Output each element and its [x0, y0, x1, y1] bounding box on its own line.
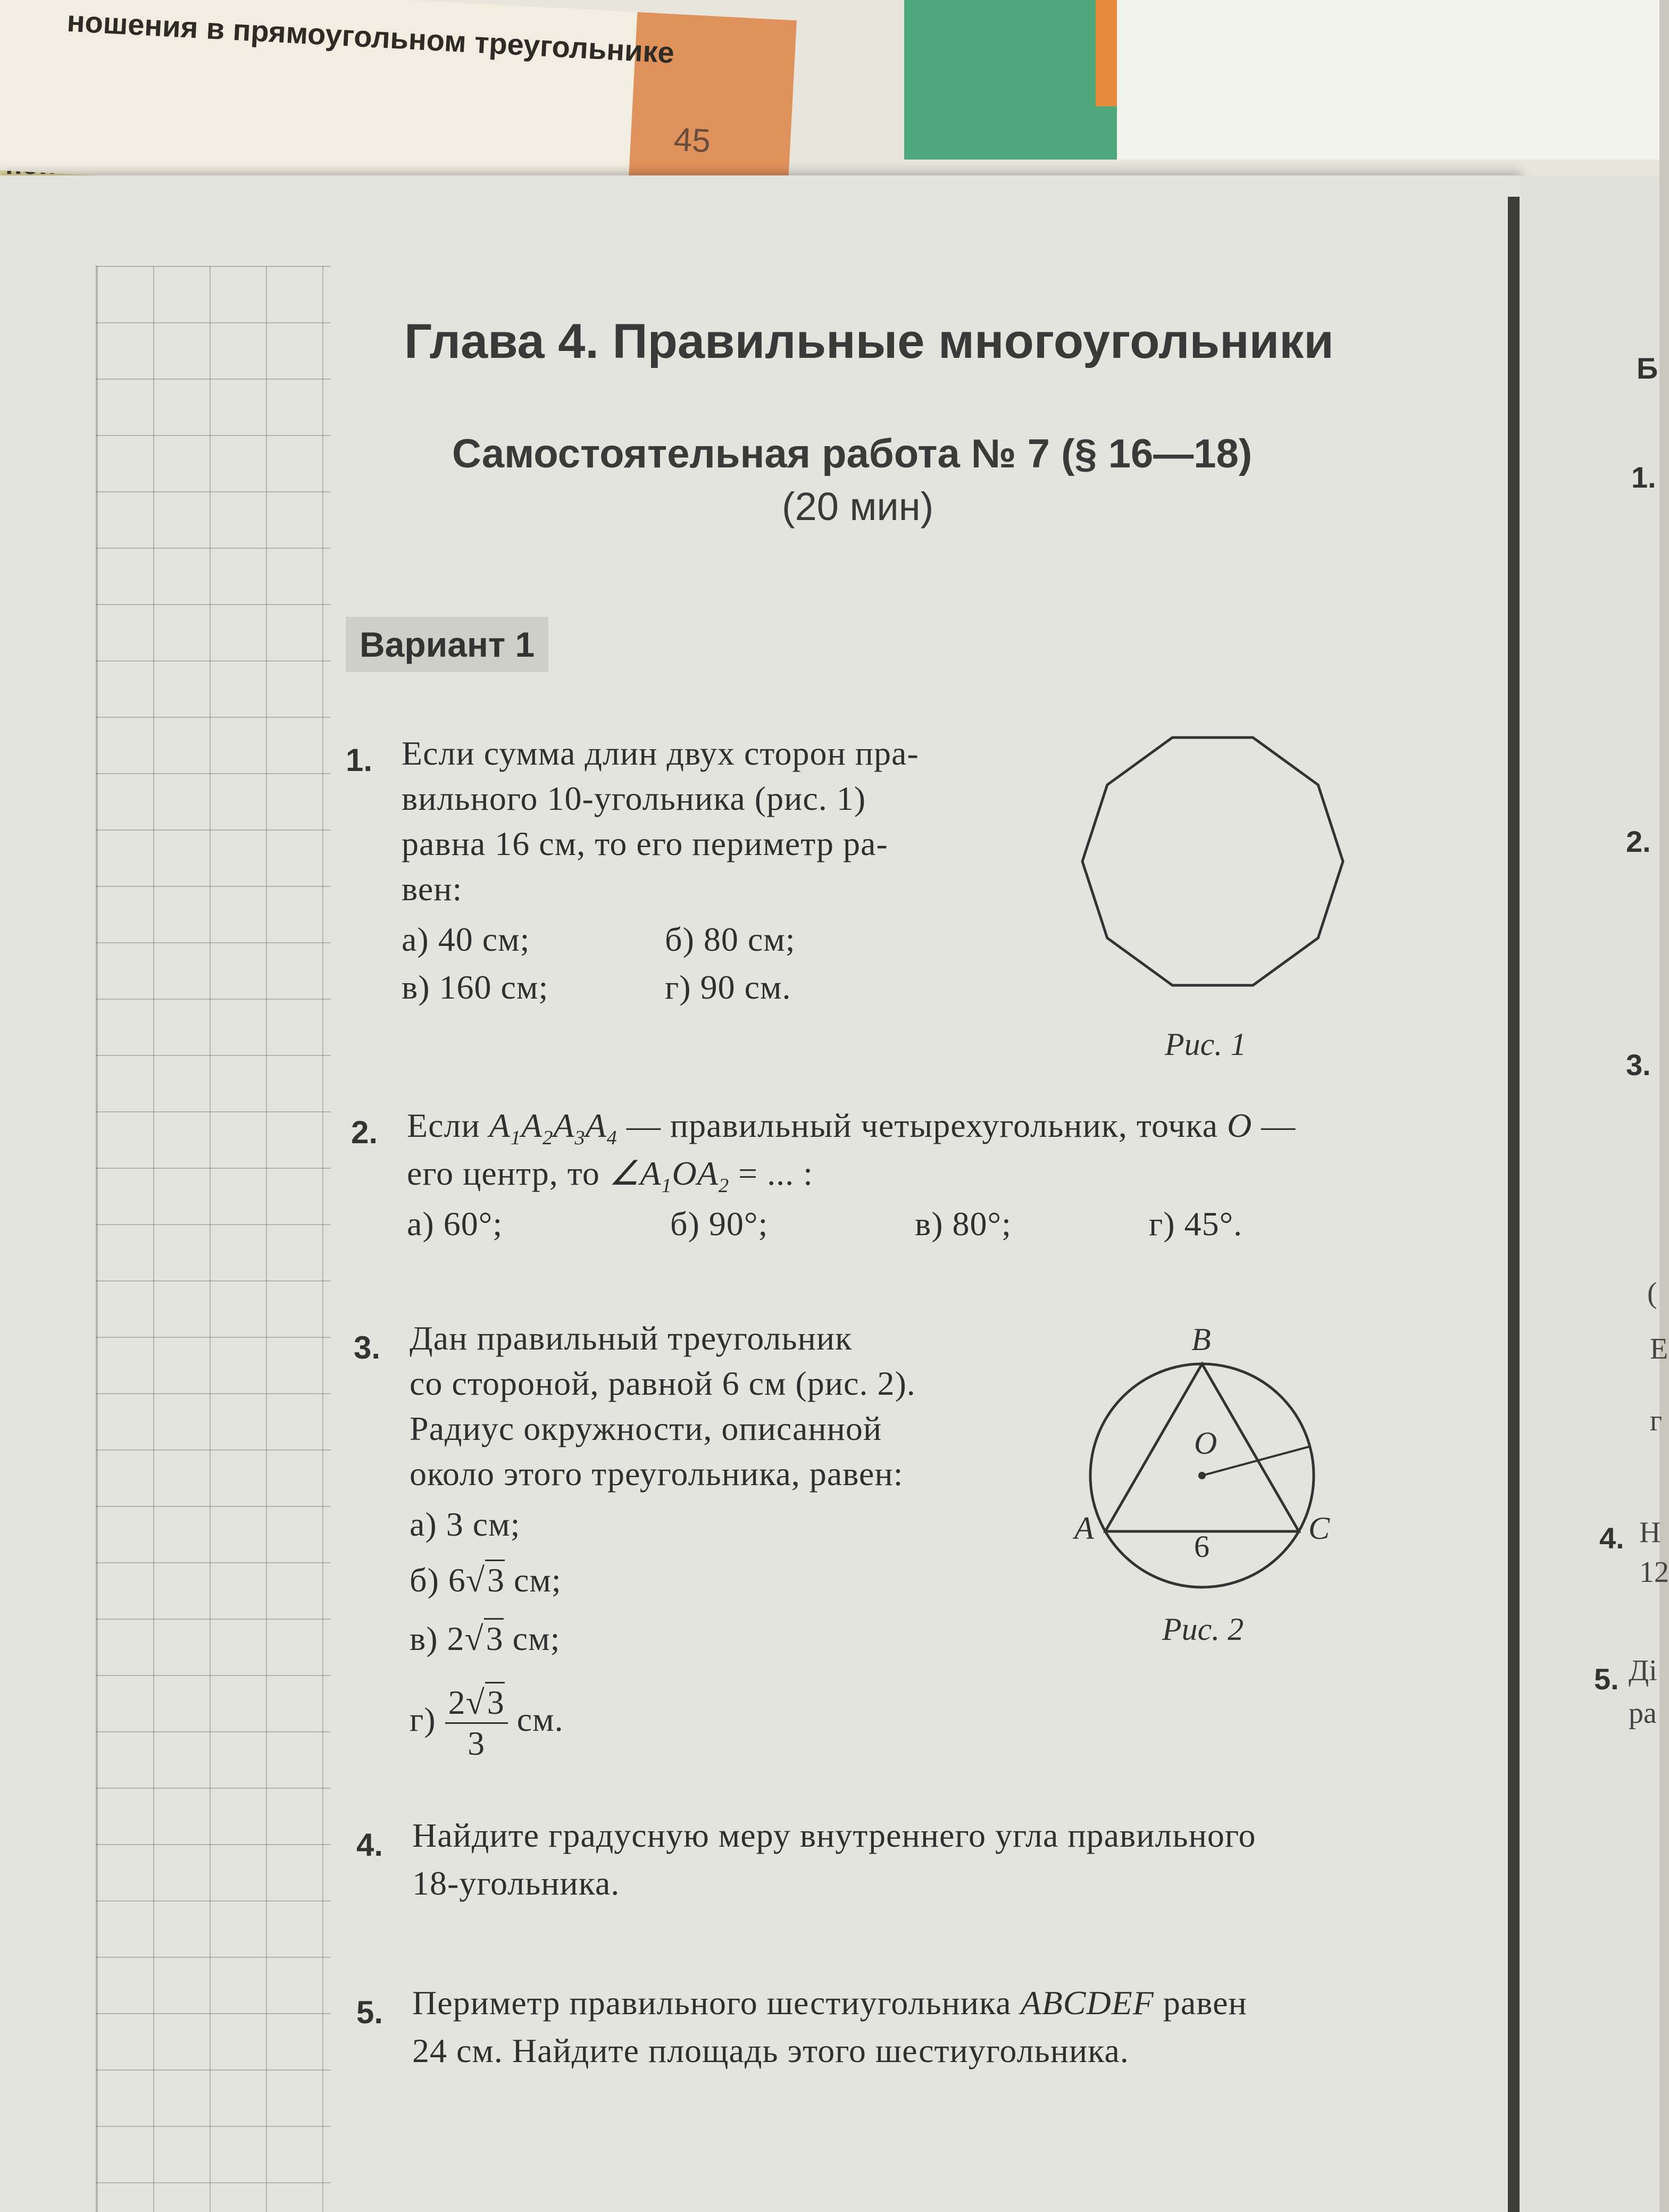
next-page-num-2: 2. — [1626, 825, 1651, 858]
option-c-prefix: в) 2 — [410, 1620, 465, 1657]
next-page-letter-g: г — [1650, 1404, 1662, 1437]
question-1-option-c: в) 160 см; — [402, 968, 549, 1006]
question-5-text: равен — [1154, 1984, 1247, 2022]
next-page-text-12: 12 — [1639, 1556, 1669, 1589]
question-5-line-2: 24 см. Найдите площадь этого шестиугольника. — [412, 2032, 1129, 2069]
question-5-number: 5. — [356, 1995, 383, 2030]
next-page-letter: Б — [1637, 351, 1658, 385]
question-3-number: 3. — [354, 1330, 381, 1365]
option-b-unit: см; — [505, 1561, 562, 1599]
question-1-number: 1. — [346, 742, 373, 778]
question-3-option-b: б) 6√3 см; — [410, 1561, 562, 1600]
background-green-book — [904, 0, 1128, 160]
option-d-prefix: г) — [410, 1700, 445, 1739]
question-4-number: 4. — [356, 1827, 383, 1863]
question-3-option-c: в) 2√3 см; — [410, 1619, 560, 1658]
figure-2-label-side: 6 — [1194, 1529, 1210, 1564]
question-2-line-2 — [407, 1154, 813, 1197]
question-1-option-b: б) 80 см; — [665, 920, 796, 958]
question-2-text: — правильный четырехугольник, точка — [617, 1107, 1228, 1144]
question-1-option-a: а) 40 см; — [402, 920, 530, 958]
question-2-line-1 — [407, 1106, 1296, 1150]
question-1-line-3: равна 16 см, то его периметр ра- — [402, 825, 888, 862]
variant-label: Вариант 1 — [346, 617, 548, 672]
time-limit: (20 мин) — [782, 484, 934, 529]
work-title: Самостоятельная работа № 7 (§ 16—18) — [452, 431, 1253, 476]
figure-2-label-o: O — [1194, 1426, 1217, 1461]
question-1-line-4: вен: — [402, 870, 463, 908]
next-page-letter-e: Е — [1650, 1333, 1668, 1365]
question-4-line-1: Найдите градусную меру внутреннего угла правильного — [412, 1816, 1256, 1854]
next-page-text-di: Ді — [1629, 1654, 1657, 1687]
question-3-line-1: Дан правильный треугольник — [410, 1319, 853, 1357]
option-d-unit: см. — [507, 1700, 564, 1739]
figure-2-label-b: B — [1191, 1322, 1211, 1357]
question-4-line-2: 18-угольника. — [412, 1864, 620, 1902]
option-d-fraction: $\frac{2√3}{3}$ — [445, 1683, 508, 1763]
margin-grid — [96, 266, 331, 2212]
radius-segment — [1202, 1446, 1311, 1476]
figure-1-caption: Рис. 1 — [1165, 1027, 1247, 1062]
question-2-text: = ... : — [729, 1154, 813, 1192]
question-3-line-4: около этого треугольника, равен: — [410, 1455, 904, 1493]
question-2-option-a: а) 60°; — [407, 1205, 503, 1243]
question-2-text: Если — [407, 1107, 489, 1144]
next-page-num-1: 1. — [1631, 460, 1656, 494]
center-point — [1198, 1472, 1206, 1479]
question-2-option-b: б) 90°; — [670, 1205, 769, 1243]
quadrilateral-name: $A_1A_2A_3A_4$ — [489, 1107, 617, 1149]
background-book-header: ношения в прямоугольном треугольнике — [66, 4, 675, 70]
question-3-line-3: Радиус окружности, описанной — [410, 1410, 882, 1447]
question-2-dash: — — [1252, 1107, 1296, 1144]
fraction-numerator-radicand: 3 — [485, 1682, 505, 1721]
next-page-text-ra: ра — [1629, 1697, 1657, 1730]
question-2-text: его центр, то — [407, 1154, 609, 1192]
question-5-text: Периметр правильного шестиугольника — [412, 1984, 1021, 2022]
question-1-line-1: Если сумма длин двух сторон пра- — [402, 734, 919, 772]
chapter-title: Глава 4. Правильные многоугольники — [404, 314, 1334, 368]
option-b-prefix: б) 6 — [410, 1561, 466, 1599]
fraction-numerator-coef: 2 — [448, 1683, 466, 1721]
question-2-number: 2. — [351, 1115, 378, 1150]
question-2-option-d: г) 45°. — [1149, 1205, 1243, 1243]
question-3-line-2: со стороной, равной 6 см (рис. 2). — [410, 1364, 916, 1402]
figure-1-decagon — [1074, 723, 1351, 1000]
next-page-paren: ( — [1647, 1277, 1657, 1310]
option-c-radicand: 3 — [484, 1618, 504, 1657]
next-page-edge — [1520, 175, 1669, 2212]
question-1-line-2: вильного 10-угольника (рис. 1) — [402, 780, 866, 817]
figure-2-caption: Рис. 2 — [1162, 1612, 1244, 1647]
question-2-option-c: в) 80°; — [915, 1205, 1012, 1243]
background-book-page-number: 45 — [673, 121, 712, 160]
figure-2-circumscribed-triangle — [1074, 1319, 1351, 1638]
hexagon-name: ABCDEF — [1020, 1984, 1154, 2022]
point-o: O — [1227, 1107, 1253, 1144]
next-page-num-5: 5. — [1594, 1662, 1619, 1696]
page-spine-edge — [1508, 197, 1520, 2212]
figure-2-label-a: A — [1074, 1511, 1094, 1546]
figure-2-label-c: C — [1308, 1511, 1330, 1546]
question-3-option-d — [410, 1683, 564, 1763]
question-3-option-a: а) 3 см; — [410, 1505, 521, 1543]
question-5-line-1 — [412, 1983, 1247, 2023]
angle-expression: $\angle A_1OA_2$ — [608, 1154, 730, 1197]
question-1-option-d: г) 90 см. — [665, 968, 791, 1006]
option-c-unit: см; — [503, 1620, 561, 1657]
next-page-num-4: 4. — [1599, 1521, 1624, 1555]
option-b-radicand: 3 — [485, 1560, 505, 1599]
next-page-num-3: 3. — [1626, 1048, 1651, 1082]
next-page-text-n: Н — [1639, 1516, 1661, 1549]
background-paper-stack — [1117, 0, 1659, 160]
fraction-denominator: 3 — [468, 1724, 486, 1762]
